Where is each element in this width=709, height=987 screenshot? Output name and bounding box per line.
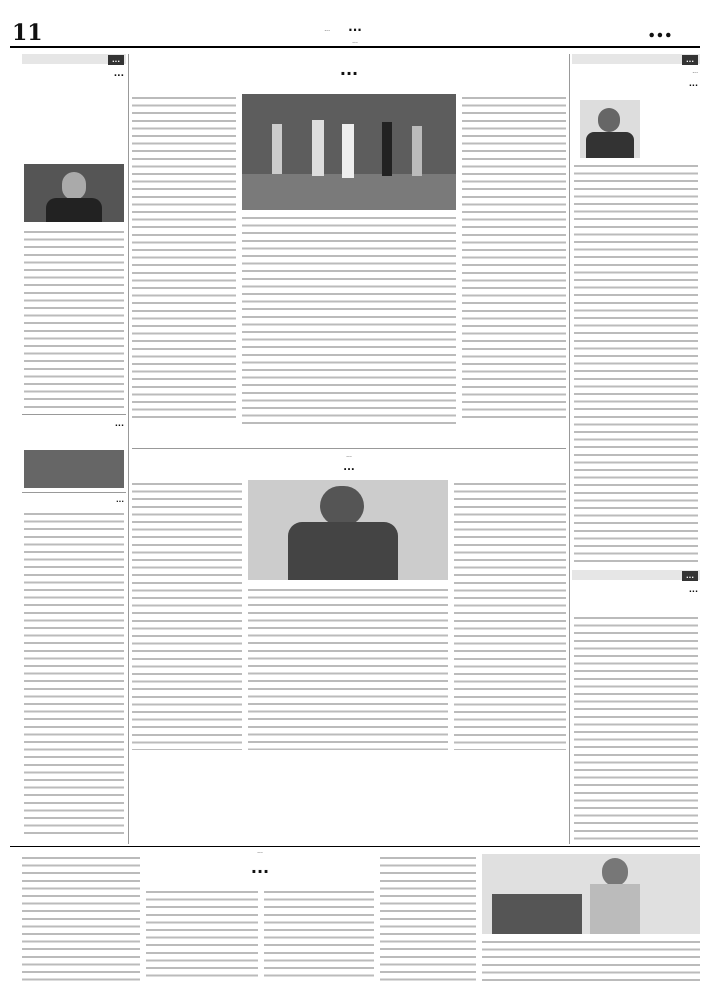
masthead [0,0,709,52]
center-divider-1 [132,448,566,449]
portrait-suit [46,198,102,222]
pitch [242,174,456,210]
player-jersey [586,132,634,158]
coach-head [320,486,364,526]
left-headline-2: ... [114,419,124,428]
center-top-article [132,54,566,444]
bottom-body-3 [264,888,374,982]
left-headline: ... [113,69,124,79]
left-article-body-1 [24,228,124,408]
center-top-headline: ... [339,60,359,79]
center-mid-article [132,452,566,752]
left-section-tag: ... [108,55,124,65]
page-number: 11 [12,20,43,46]
right-article-body-1 [574,162,698,566]
right-bottom-headline: ... [688,585,698,594]
bottom-kicker: ... [257,848,263,855]
left-bottom-headline: ... [116,496,124,504]
left-section-bar [22,54,126,64]
right-bottom-tag: ... [682,571,698,581]
bottom-body-4 [146,888,258,982]
coach-body-2 [590,884,640,934]
player-head [598,108,620,132]
right-col-separator [569,54,570,844]
right-article-body-2 [574,614,698,840]
right-bottom-bar [572,570,700,580]
center-mid-headline: ... [343,462,355,473]
right-section-bar [572,54,700,64]
left-divider-2 [22,492,126,493]
bottom-photo-bench [482,854,700,934]
portrait-face [62,172,86,200]
left-column [22,54,126,844]
coach-head-2 [602,858,628,886]
center-mid-body-left [132,480,242,750]
bottom-body-5 [22,854,140,982]
center-top-body-left [132,94,236,424]
left-photo-portrait [24,164,124,222]
right-kicker: ... [692,68,698,75]
issue-line: ... [324,26,330,33]
left-photo-team [24,450,124,488]
right-photo-player [580,100,640,158]
bottom-body-1 [482,938,700,982]
right-section-tag: ... [682,55,698,65]
left-article-body-2 [24,510,124,840]
center-top-photo-match [242,94,456,210]
bottom-rule [10,846,700,847]
bottom-headline: ... [250,858,270,877]
player-3 [342,124,354,178]
newspaper-logo: ... [647,14,673,43]
bench-players [492,894,582,934]
coach-jacket [288,522,398,580]
player-1 [272,124,282,174]
bottom-article [10,848,700,982]
center-top-body-mid [242,214,456,424]
bottom-body-2 [380,854,476,982]
section-subtitle: ... [352,38,358,45]
right-headline: ... [688,79,698,88]
left-col-separator [128,54,129,844]
center-mid-photo-coach [248,480,448,580]
center-mid-body-right [454,480,566,750]
left-divider-1 [22,414,126,415]
player-2 [312,120,324,176]
player-4 [382,122,392,176]
section-title: ... [348,20,362,34]
right-column [572,54,700,844]
masthead-rule [10,46,700,48]
player-5 [412,126,422,176]
center-mid-body-mid [248,586,448,750]
center-top-body-right [462,94,566,424]
center-mid-kicker: ... [346,452,352,459]
